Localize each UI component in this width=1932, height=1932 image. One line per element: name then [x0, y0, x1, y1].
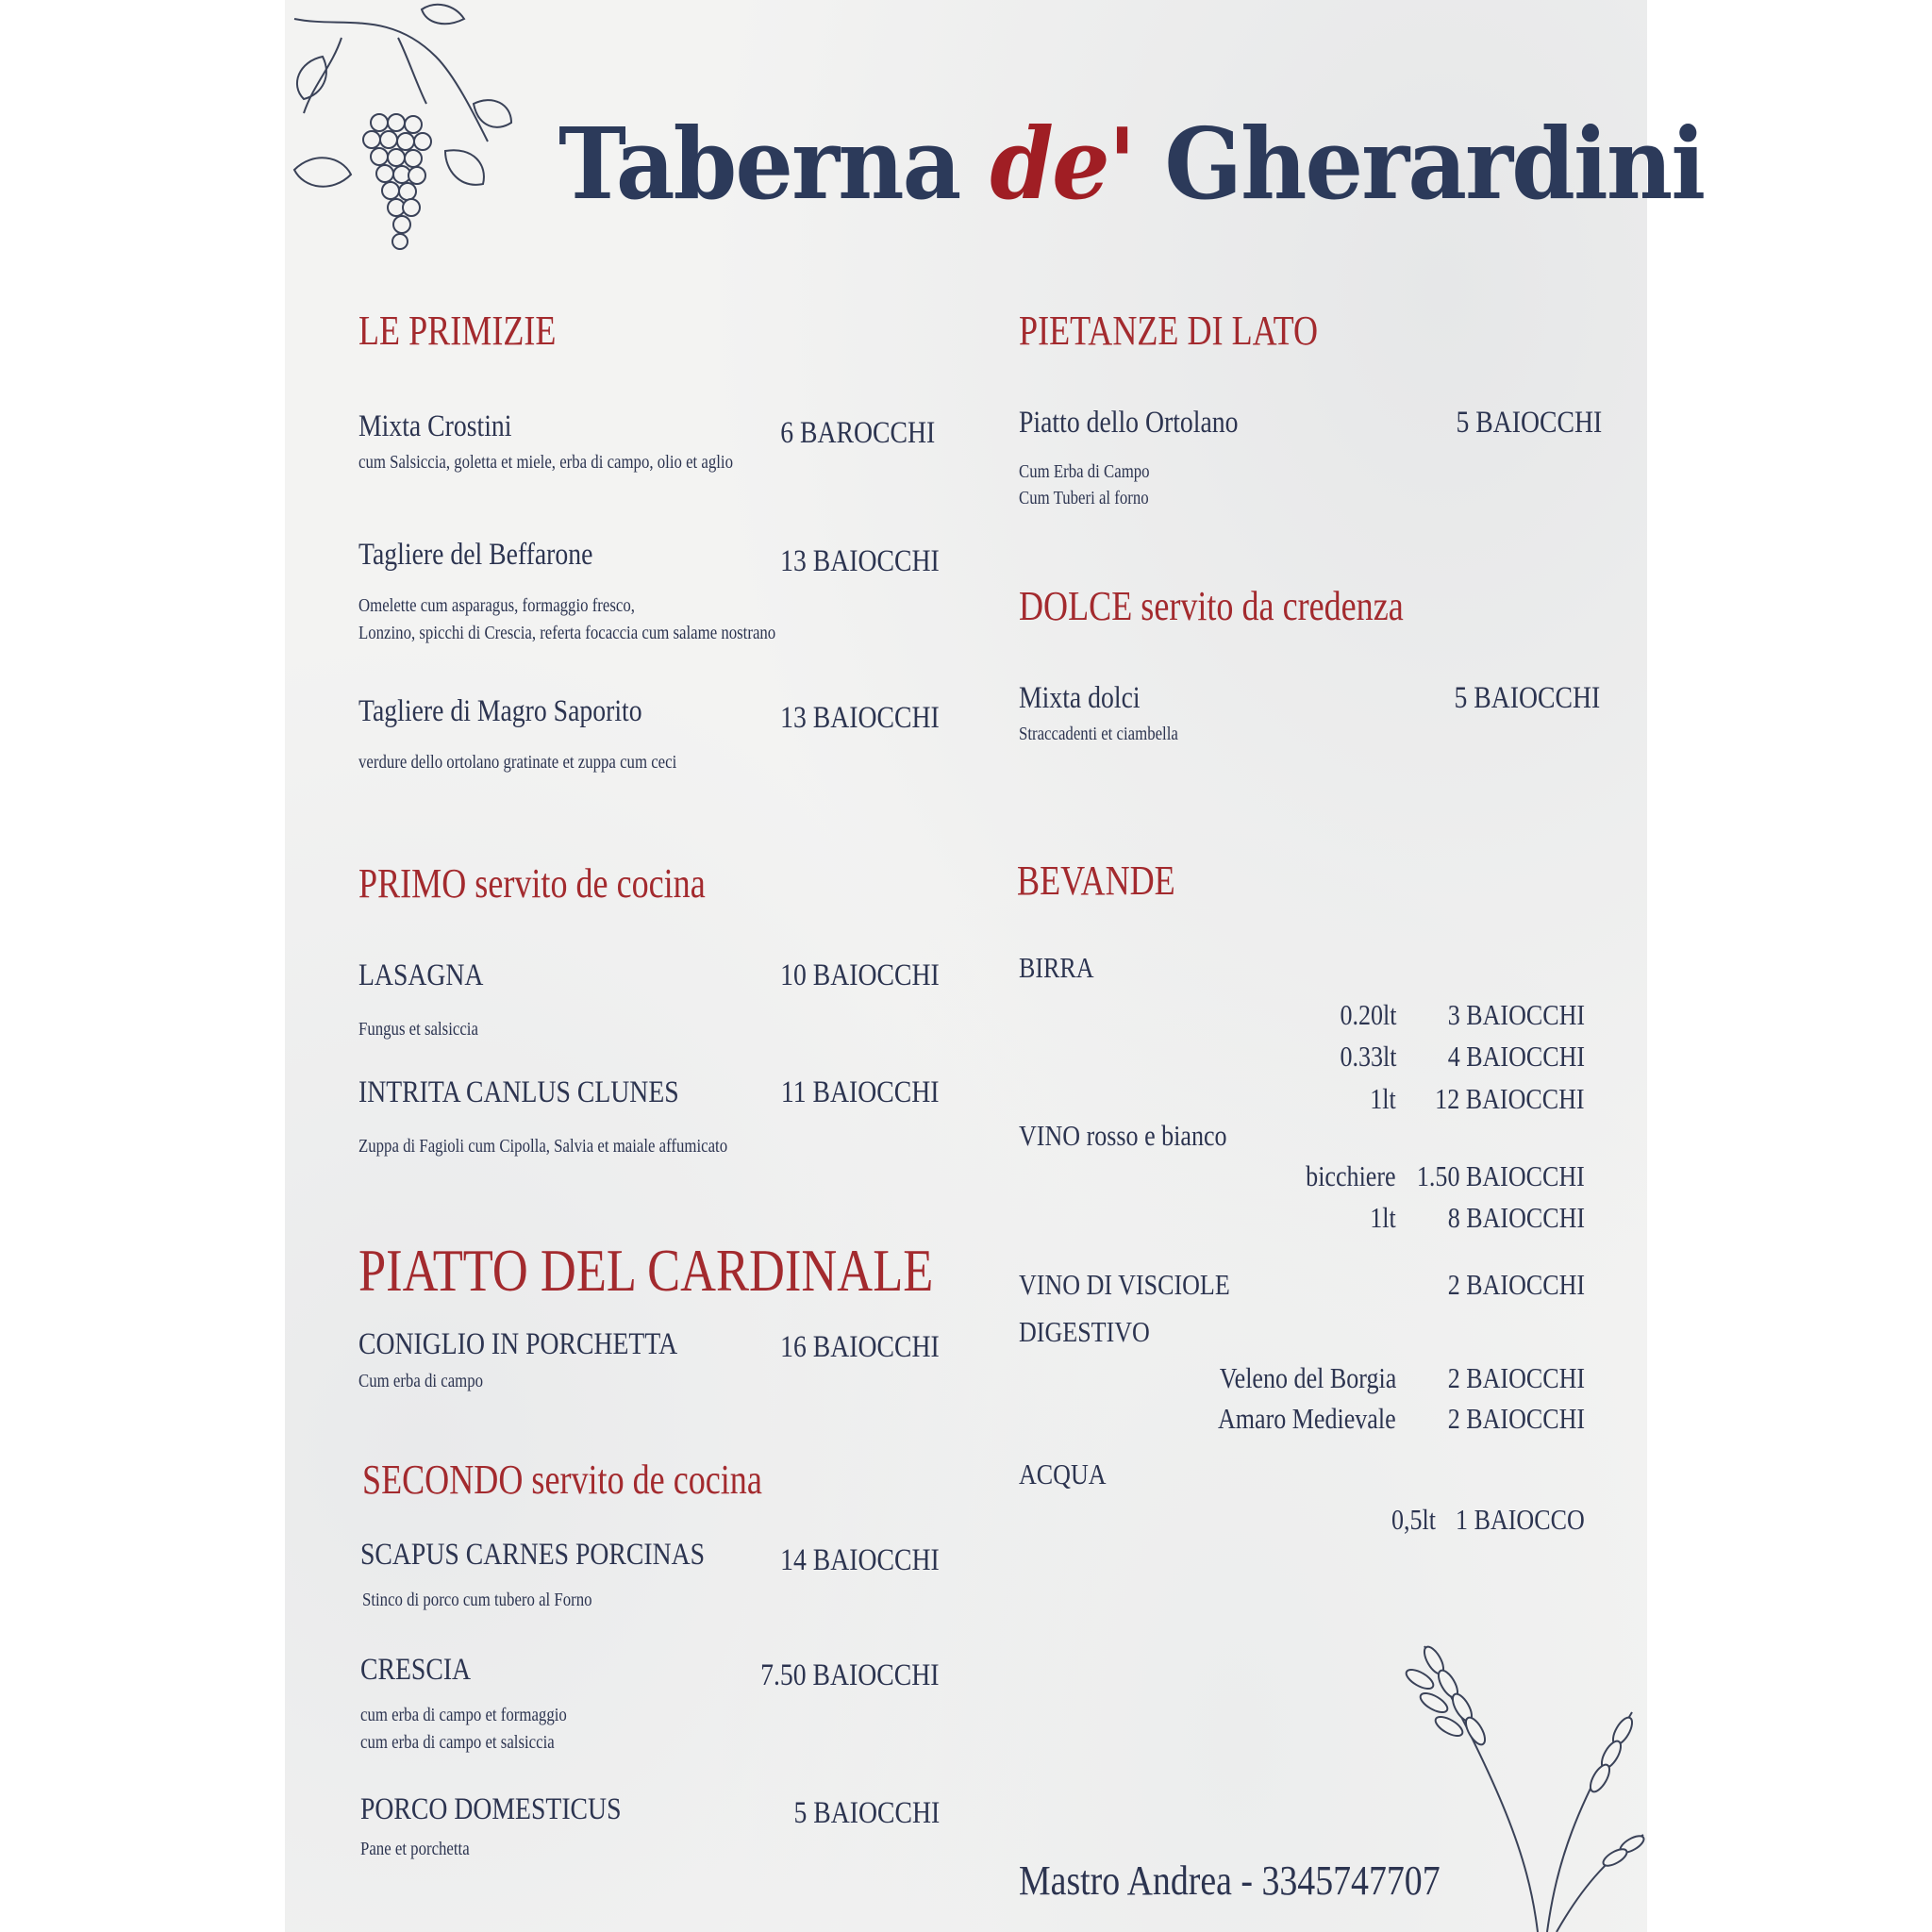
- item-desc: Lonzino, spicchi di Crescia, referta focaccia cum salame nostrano: [358, 623, 776, 643]
- item-desc: Zuppa di Fagioli cum Cipolla, Salvia et maiale affumicato: [358, 1136, 728, 1157]
- item-desc: Fungus et salsiccia: [358, 1019, 478, 1040]
- acqua-size: 0,5lt: [1391, 1503, 1436, 1536]
- item-price: 13 BAIOCCHI: [780, 544, 940, 578]
- item-price: 6 BAROCCHI: [779, 416, 935, 450]
- digestivo-label: DIGESTIVO: [1019, 1315, 1150, 1348]
- item-name: PORCO DOMESTICUS: [360, 1792, 622, 1826]
- grape-vine-icon: [285, 0, 521, 255]
- vino-size: bicchiere: [1306, 1159, 1396, 1192]
- item-name: Tagliere di Magro Saporito: [358, 694, 642, 728]
- vino-price: 1.50 BAIOCCHI: [1417, 1159, 1585, 1192]
- item-price: 5 BAIOCCHI: [1454, 681, 1600, 715]
- heading-primizie: LE PRIMIZIE: [358, 308, 557, 354]
- item-name: LASAGNA: [358, 958, 484, 992]
- item-price: 5 BAIOCCHI: [1456, 406, 1602, 440]
- vino-size: 1lt: [1370, 1201, 1396, 1234]
- item-desc: verdure dello ortolano gratinate et zuppa cum ceci: [358, 752, 677, 773]
- visciole-price: 2 BAIOCCHI: [1447, 1268, 1585, 1301]
- title-part1: Taberna: [558, 106, 960, 222]
- title-part3: Gherardini: [1164, 106, 1705, 222]
- birra-price: 3 BAIOCCHI: [1447, 998, 1585, 1031]
- birra-size: 0.20lt: [1339, 998, 1396, 1031]
- item-price: 5 BAIOCCHI: [793, 1796, 940, 1830]
- item-price: 11 BAIOCCHI: [781, 1075, 940, 1109]
- item-price: 16 BAIOCCHI: [780, 1330, 940, 1364]
- visciole-label: VINO DI VISCIOLE: [1019, 1268, 1230, 1301]
- birra-label: BIRRA: [1019, 951, 1094, 984]
- item-desc: Cum Tuberi al forno: [1019, 488, 1149, 508]
- item-desc: Straccadenti et ciambella: [1019, 724, 1178, 744]
- item-desc: Cum erba di campo: [358, 1371, 484, 1391]
- heading-dolce: DOLCE servito da credenza: [1019, 583, 1404, 629]
- item-name: Tagliere del Beffarone: [358, 538, 593, 572]
- item-price: 10 BAIOCCHI: [780, 958, 940, 992]
- birra-size: 0.33lt: [1339, 1040, 1396, 1073]
- item-price: 14 BAIOCCHI: [780, 1543, 940, 1577]
- contact-line: Mastro Andrea - 3345747707: [1019, 1857, 1441, 1904]
- item-desc: Omelette cum asparagus, formaggio fresco,: [358, 595, 635, 616]
- item-name: CONIGLIO IN PORCHETTA: [358, 1327, 678, 1361]
- item-desc: cum erba di campo et formaggio: [360, 1705, 567, 1725]
- menu-title: [558, 106, 1704, 222]
- heading-secondo: SECONDO servito de cocina: [362, 1457, 762, 1503]
- digestivo-price: 2 BAIOCCHI: [1447, 1402, 1585, 1435]
- heading-lato: PIETANZE DI LATO: [1019, 308, 1319, 354]
- vino-price: 8 BAIOCCHI: [1447, 1201, 1585, 1234]
- title-part2: de': [990, 106, 1135, 222]
- digestivo-name: Veleno del Borgia: [1219, 1361, 1396, 1394]
- item-name: Piatto dello Ortolano: [1019, 406, 1239, 440]
- birra-price: 4 BAIOCCHI: [1447, 1040, 1585, 1073]
- item-desc: Cum Erba di Campo: [1019, 461, 1150, 482]
- birra-price: 12 BAIOCCHI: [1435, 1082, 1585, 1115]
- digestivo-name: Amaro Medievale: [1218, 1402, 1396, 1435]
- acqua-label: ACQUA: [1019, 1457, 1107, 1491]
- item-price: 7.50 BAIOCCHI: [760, 1658, 940, 1692]
- item-desc: cum Salsiccia, goletta et miele, erba di campo, olio et aglio: [358, 452, 734, 473]
- item-price: 13 BAIOCCHI: [780, 701, 940, 735]
- item-name: Mixta Crostini: [358, 409, 512, 443]
- item-desc: cum erba di campo et salsiccia: [360, 1732, 555, 1753]
- item-desc: Pane et porchetta: [360, 1839, 470, 1859]
- acqua-price: 1 BAIOCCO: [1456, 1503, 1585, 1536]
- item-name: SCAPUS CARNES PORCINAS: [360, 1538, 706, 1572]
- heading-cardinale: PIATTO DEL CARDINALE: [358, 1237, 934, 1304]
- item-name: INTRITA CANLUS CLUNES: [358, 1075, 679, 1109]
- vino-label: VINO rosso e bianco: [1019, 1119, 1227, 1152]
- heading-bevande: BEVANDE: [1017, 858, 1175, 904]
- heading-primo: PRIMO servito de cocina: [358, 860, 706, 907]
- item-name: CRESCIA: [360, 1653, 472, 1687]
- item-desc: Stinco di porco cum tubero al Forno: [362, 1590, 592, 1610]
- birra-size: 1lt: [1370, 1082, 1396, 1115]
- item-name: Mixta dolci: [1019, 681, 1141, 715]
- digestivo-price: 2 BAIOCCHI: [1447, 1361, 1585, 1394]
